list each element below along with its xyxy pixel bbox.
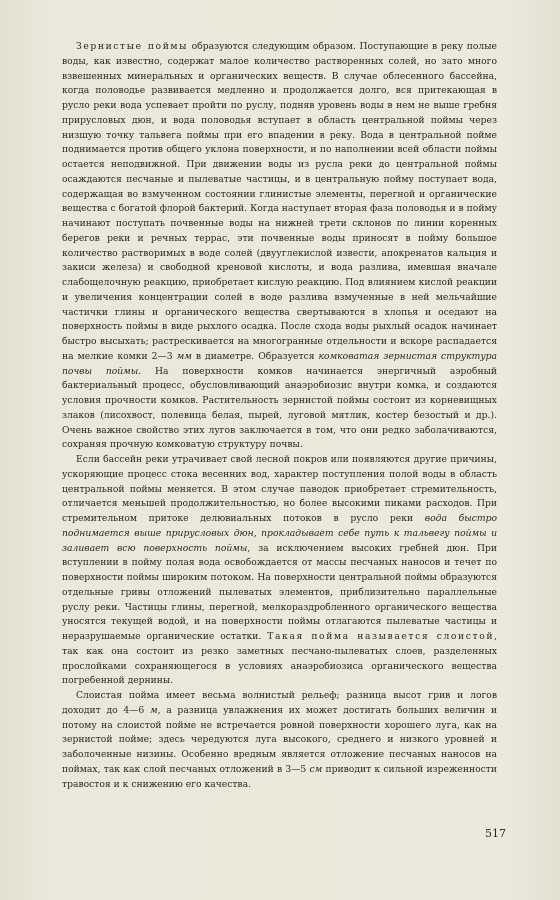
term-granular-floodplain: Зернистые поймы	[76, 41, 189, 52]
body-text	[62, 40, 497, 792]
unit-mm: мм	[176, 350, 192, 362]
page-number: 517	[485, 827, 506, 840]
italic-term: комковатая зернистая структура почвы поймы	[62, 350, 498, 377]
text-run: Слоистая пойма имеет весьма волнистый рельеф; разница высот грив и логов доходит до 4—6	[62, 690, 497, 716]
term-layered-floodplain: Такая пойма называется слоистой	[267, 631, 495, 642]
text-run: образуются следующим образом. Поступающие в реку полые воды, как известно, содержат малое количество растворенных солей, но зато много взвешенных минеральных и органических веществ. В случае облесенного бассейна, когда половодье развивается медленно и продолжается долго, вся притекающая в русло реки вода успевает пройти по руслу, подняв уровень воды в нем не выше гребня прирусловых дюн, и вода половодья вступает в область центральной поймы через низшую точку тальвега поймы при его впадении в реку. Вода в центральной пойме поднимается против общего уклона поверхности, и по наполнении всей области поймы остается неподвижной. При движении воды из русла реки до центральной поймы осаждаются песчаные и пылеватые частицы, и в центральную пойму поступает вода, содержащая во взмученном состоянии глинистые элементы, перегной и органические вещества с богатой флорой бактерий. Когда наступает вторая фаза половодья и в пойму начинают поступать почвенные воды на нижней трети склонов по линии коренных берегов реки и речных террас, эти почвенные воды приносят в пойму большое количество растворимых в воде солей (двууглекислой извести, апокренатов кальция и закиси железа) и свободной креновой кислоты, и вода разлива, имевшая вначале слабощелочную реакцию, приобретает кислую реакцию. Под влиянием кислой реакции и увеличения концентрации солей в воде разлива взмученные в ней мельчайшие частички глины и органического вещества свертываются в хлопья и оседают на поверхность поймы в виде рыхлого осадка. После схода воды рыхлый осадок начинает быстро высыхать; растрескивается на многогранные отдельности и вскоре распадается на мелкие комки 2—3	[62, 41, 497, 362]
text-run: приводит к сильной изреженности травостоя и к снижению его качества.	[62, 763, 497, 790]
paragraph-2	[62, 453, 497, 689]
text-run: , за исключением высоких гребней дюн. При вступлении в пойму полая вода освобождается от массы песчаных наносов и течет по поверхности поймы широким потоком. На поверхности центральной поймы образуются отдельные гривы отложений пылеватых элементов, приблизительно параллельные руслу реки. Частицы глины, перегной, мелкораздробленного органического вещества уносятся текущей водой, и на поверхности поймы отлагаются пылеватые частицы и неразрушаемые органические остатки.	[62, 542, 497, 642]
paragraph-3	[62, 689, 497, 792]
text-run: , а разница увлажнения их может достигать больших величин и потому на слоистой пойме не встречается ровной поверхности хорошего луга, как на зернистой пойме; здесь чередуются луга высокого, среднего и низкого уровней и заболоченные низины. Особенно вредным является отложение песчаных наносов на поймах, так как слой песчаных отложений в 3—5	[62, 704, 498, 775]
unit-cm: см	[309, 763, 323, 775]
unit-m: м	[149, 704, 158, 716]
text-run: Если бассейн реки утрачивает свой лесной покров или появляются другие причины, ускоряющие процесс стока весенних вод, характер поступления полой воды в область центральной поймы меняется. В этом случае паводок приобретает стремительность, отличается меньшей продолжительностью, но более высокими пиками расходов. При стремительном притоке делювиальных потоков в русло реки	[62, 454, 497, 524]
text-run: , так как она состоит из резко заметных песчано-пылеватых слоев, разделенных прослойками сохраняющегося в условиях анаэробиозиса органического вещества погребенной дернины.	[62, 631, 497, 687]
text-run: в диаметре. Образуется	[191, 350, 319, 362]
text-run: . На поверхности комков начинается энергичный аэробный бактериальный процесс, обусловливающий анаэробиозис внутри комка, и создаются условия прочности комков. Растительность зернистой поймы состоит из корневищных злаков (лисохвост, полевица белая, пырей, луговой мятлик, костер безостый и др.). Очень важное свойство этих лугов заключается в том, что они редко заболачиваются, сохраняя прочную комковатую структуру почвы.	[62, 365, 497, 451]
italic-phrase: вода быстро поднимается выше прирусловых дюн, прокладывает себе путь к тальвегу поймы и заливает всю поверхность поймы	[62, 513, 497, 554]
paragraph-1	[62, 40, 497, 453]
